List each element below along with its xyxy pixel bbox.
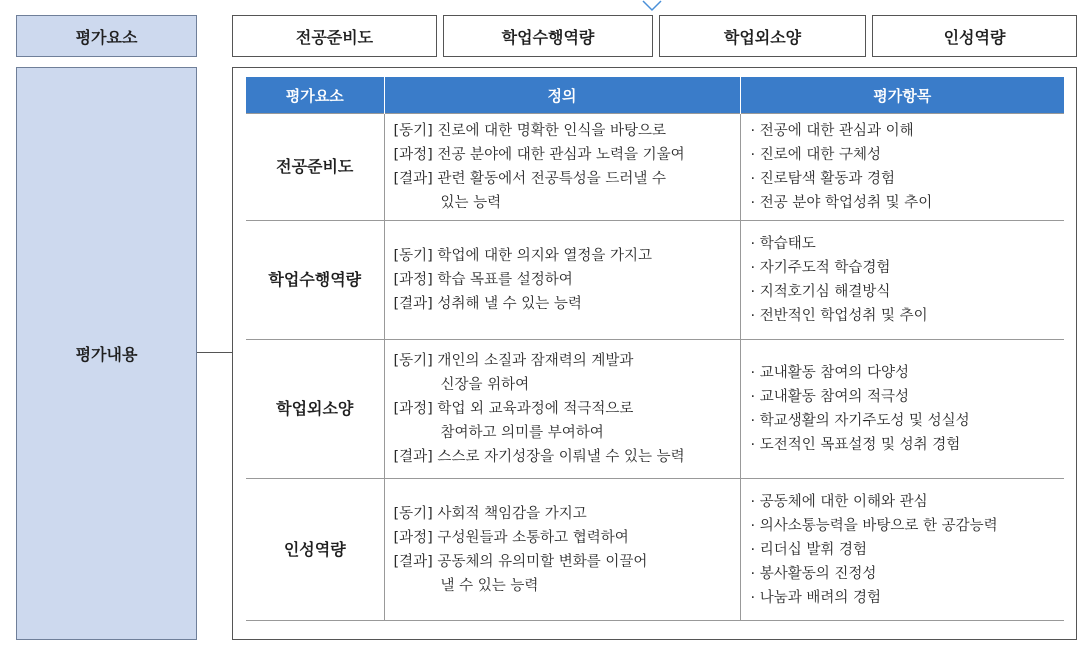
evaluation-item: · 공동체에 대한 이해와 관심 [750, 493, 928, 510]
row-element-name: 학업외소양 [246, 340, 384, 479]
table-row [246, 114, 1064, 221]
evaluation-item: · 전공 분야 학업성취 및 추이 [750, 195, 933, 211]
definition-line: [결과] 스스로 자기성장을 이뤄낼 수 있는 능력 [393, 449, 685, 465]
down-arrow-icon [641, 0, 663, 12]
evaluation-item: · 진로탐색 활동과 경험 [750, 171, 895, 187]
row-element-name: 인성역량 [246, 479, 384, 621]
top-box-extracurricular: 학업외소양 [659, 15, 866, 57]
definition-line: [동기] 개인의 소질과 잠재력의 계발과 [393, 353, 634, 369]
evaluation-item: · 자기주도적 학습경험 [750, 260, 891, 276]
evaluation-item: · 의사소통능력을 바탕으로 한 공감능력 [750, 517, 998, 534]
table-row [246, 479, 1064, 621]
evaluation-table-wrap [246, 77, 1064, 621]
definition-line: 있는 능력 [440, 195, 502, 211]
evaluation-item: · 진로에 대한 구체성 [750, 147, 881, 163]
row-definition [384, 114, 740, 221]
definition-line: [결과] 공동체의 유의미할 변화를 이끌어 [393, 553, 648, 570]
table-row [246, 221, 1064, 340]
row-definition [384, 221, 740, 340]
evaluation-item: · 봉사활동의 진정성 [750, 565, 877, 582]
header-element: 평가요소 [246, 77, 384, 114]
header-definition: 정의 [384, 77, 740, 114]
content-frame [232, 67, 1077, 640]
row-element-name: 전공준비도 [246, 114, 384, 221]
evaluation-item: · 지적호기심 해결방식 [750, 284, 891, 300]
definition-line: 낼 수 있는 능력 [440, 577, 539, 594]
evaluation-item: · 전반적인 학업성취 및 추이 [750, 308, 928, 324]
definition-line: [과정] 구성원들과 소통하고 협력하여 [393, 529, 629, 546]
row-definition [384, 340, 740, 479]
evaluation-item: · 리더십 발휘 경험 [750, 541, 867, 558]
row-definition [384, 479, 740, 621]
row-element-name: 학업수행역량 [246, 221, 384, 340]
definition-line: [동기] 사회적 책임감을 가지고 [393, 505, 587, 522]
definition-line: [동기] 진로에 대한 명확한 인식을 바탕으로 [393, 123, 666, 139]
row-evaluation-items [740, 114, 1064, 221]
definition-line: [결과] 성취해 낼 수 있는 능력 [393, 296, 582, 312]
evaluation-item: · 교내활동 참여의 다양성 [750, 365, 910, 381]
table-row [246, 340, 1064, 479]
definition-line: [과정] 학업 외 교육과정에 적극적으로 [393, 401, 634, 417]
evaluation-item: · 나눔과 배려의 경험 [750, 589, 881, 606]
evaluation-elements-label: 평가요소 [16, 15, 197, 57]
top-box-character: 인성역량 [872, 15, 1077, 57]
header-items: 평가항목 [740, 77, 1064, 114]
table-header-row [246, 77, 1064, 114]
row-evaluation-items [740, 221, 1064, 340]
definition-line: 참여하고 의미를 부여하여 [440, 425, 604, 441]
evaluation-content-label: 평가내용 [16, 67, 197, 640]
evaluation-table [246, 77, 1064, 621]
row-evaluation-items [740, 340, 1064, 479]
evaluation-item: · 학습태도 [750, 236, 816, 252]
top-box-major-readiness: 전공준비도 [232, 15, 437, 57]
definition-line: [과정] 학습 목표를 설정하여 [393, 272, 573, 288]
definition-line: [과정] 전공 분야에 대한 관심과 노력을 기울여 [393, 147, 685, 163]
definition-line: [동기] 학업에 대한 의지와 열정을 가지고 [393, 248, 652, 264]
top-box-academic-competence: 학업수행역량 [443, 15, 653, 57]
evaluation-item: · 학교생활의 자기주도성 및 성실성 [750, 413, 970, 429]
evaluation-item: · 교내활동 참여의 적극성 [750, 389, 910, 405]
definition-line: [결과] 관련 활동에서 전공특성을 드러낼 수 [393, 171, 666, 187]
evaluation-item: · 도전적인 목표설정 및 성취 경험 [750, 437, 961, 453]
connector-line [197, 352, 232, 353]
definition-line: 신장을 위하여 [440, 377, 530, 393]
evaluation-item: · 전공에 대한 관심과 이해 [750, 123, 914, 139]
row-evaluation-items [740, 479, 1064, 621]
